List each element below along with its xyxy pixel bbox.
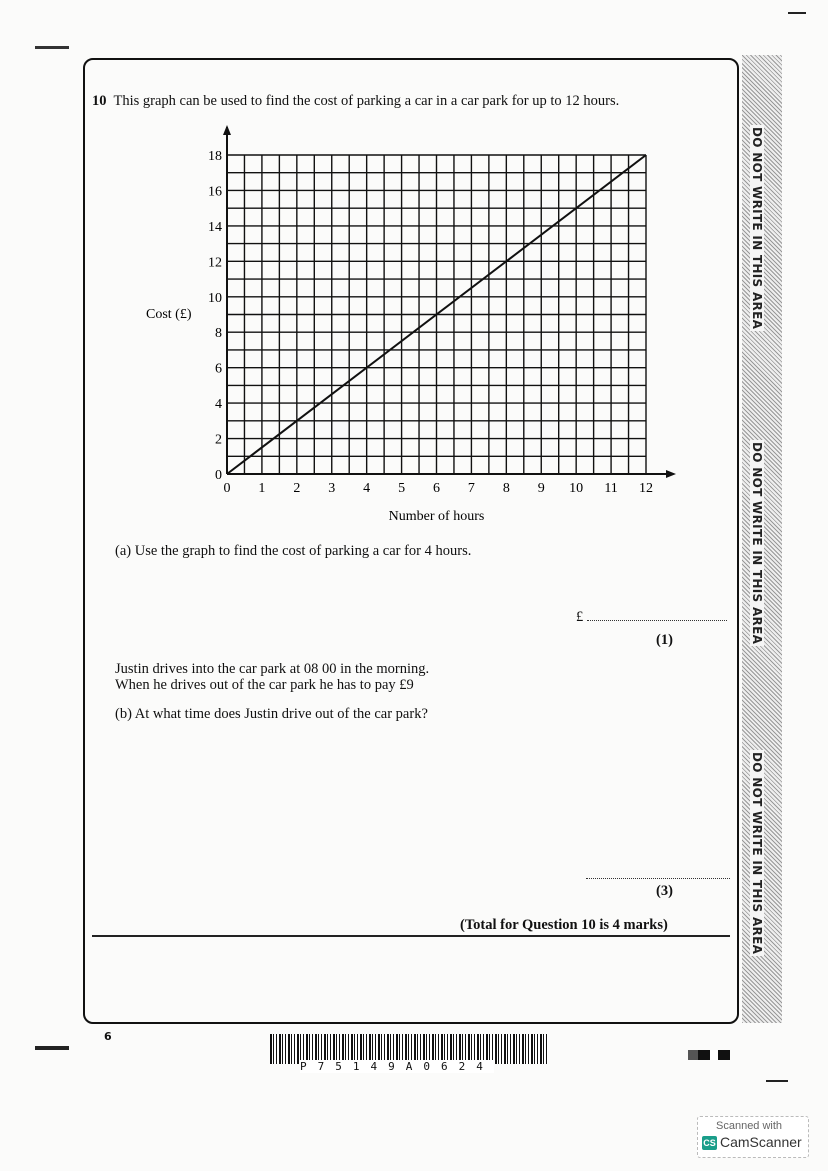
camscanner-watermark	[697, 1116, 809, 1158]
registration-mark	[766, 1080, 788, 1082]
x-tick-label: 10	[569, 481, 584, 496]
x-tick-label: 7	[467, 481, 475, 496]
page-number: 6	[104, 1030, 112, 1043]
part-b-question: (b) At what time does Justin drive out of the car park?	[115, 706, 428, 722]
x-tick-label: 5	[398, 481, 406, 496]
page-marker	[688, 1050, 730, 1060]
margin-warning: DO NOT WRITE IN THIS AREA	[750, 127, 764, 330]
y-tick-label: 18	[208, 149, 222, 164]
y-tick-label: 8	[215, 326, 222, 342]
part-a-answer-line[interactable]	[576, 609, 730, 626]
watermark-text: Scanned with	[716, 1120, 783, 1132]
y-tick-label: 16	[208, 184, 222, 200]
y-tick-label: 6	[215, 361, 222, 377]
x-tick-label: 0	[223, 481, 231, 496]
x-tick-label: 1	[258, 481, 266, 496]
y-axis-label: Cost (£)	[146, 307, 192, 322]
registration-mark	[35, 46, 69, 49]
margin-warning: DO NOT WRITE IN THIS AREA	[750, 442, 764, 645]
x-axis-label: Number of hours	[388, 509, 485, 524]
context-line: Justin drives into the car park at 08 00 in the morning.	[115, 661, 430, 677]
x-tick-label: 11	[604, 481, 618, 496]
margin-strip	[742, 55, 782, 1023]
part-a-marks: (1)	[656, 632, 673, 648]
x-tick-label: 4	[363, 481, 371, 496]
context-line: When he drives out of the car park he has to pay £9	[115, 677, 414, 693]
question-intro	[92, 93, 619, 110]
y-tick-label: 2	[215, 432, 222, 448]
y-axis-arrow-icon	[223, 125, 231, 135]
registration-mark	[35, 1046, 69, 1050]
x-tick-label: 12	[639, 481, 653, 496]
y-tick-label: 12	[208, 255, 222, 271]
divider	[92, 935, 730, 937]
barcode-text: P75149A0624	[300, 1060, 494, 1073]
x-tick-label: 6	[433, 481, 440, 496]
part-a-question: (a) Use the graph to find the cost of parking a car for 4 hours.	[115, 543, 472, 559]
question-number: 10	[92, 93, 107, 109]
registration-mark	[788, 12, 806, 14]
part-b-marks: (3)	[656, 883, 673, 899]
cost-graph	[140, 120, 700, 530]
y-tick-label: 0	[215, 468, 222, 483]
y-tick-label: 4	[215, 397, 222, 413]
margin-warning: DO NOT WRITE IN THIS AREA	[750, 752, 764, 955]
x-tick-label: 2	[293, 481, 301, 496]
part-b-answer-line[interactable]	[586, 878, 730, 879]
y-tick-label: 10	[208, 290, 222, 306]
y-tick-label: 14	[208, 219, 222, 235]
question-total: (Total for Question 10 is 4 marks)	[460, 917, 668, 933]
question-text: This graph can be used to find the cost of parking a car in a car park for up to 12 hours.	[113, 93, 620, 109]
camscanner-logo-icon: CS	[703, 1138, 716, 1148]
pound-sign: £	[576, 609, 584, 625]
watermark-brand: CamScanner	[720, 1134, 802, 1150]
x-tick-label: 8	[502, 481, 510, 496]
x-tick-label: 9	[537, 481, 545, 496]
x-axis-arrow-icon	[666, 470, 676, 478]
x-tick-label: 3	[328, 481, 336, 496]
